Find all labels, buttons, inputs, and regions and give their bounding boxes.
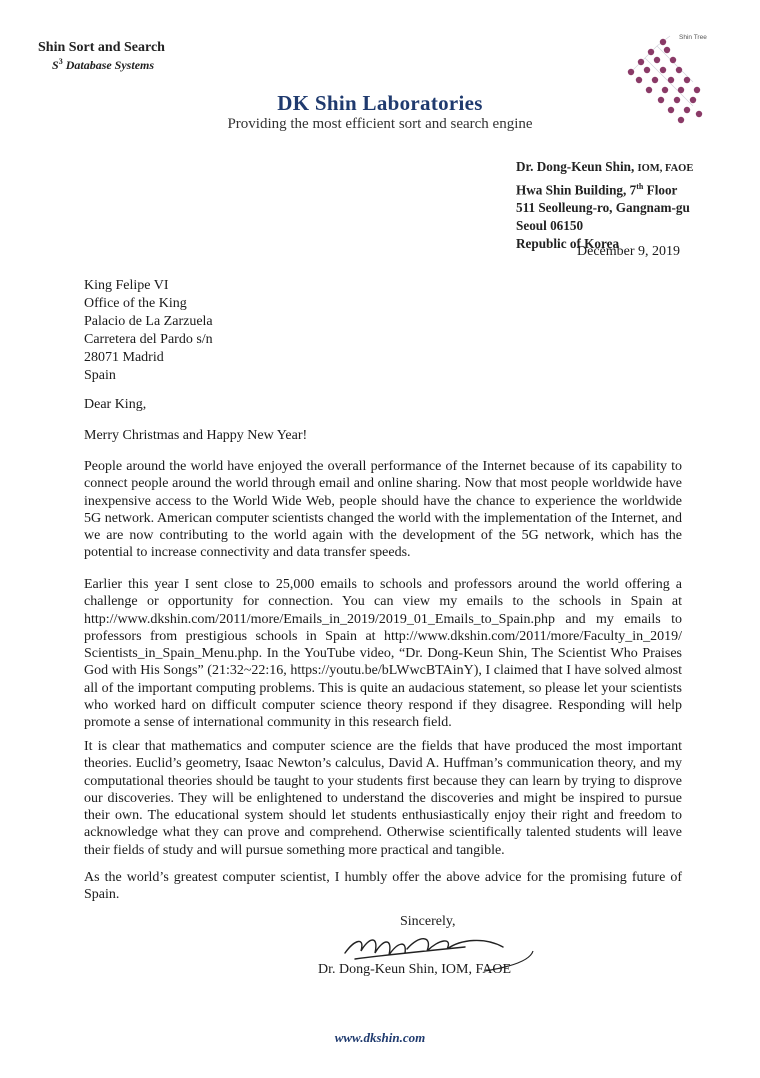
salutation: Dear King, bbox=[84, 397, 147, 412]
recipient-line: Spain bbox=[84, 368, 116, 383]
logo-dot bbox=[684, 77, 690, 83]
recipient-address bbox=[84, 277, 213, 385]
sender-country: Republic of Korea bbox=[516, 236, 620, 252]
closing: Sincerely, bbox=[400, 914, 456, 929]
body-paragraph: Earlier this year I sent close to 25,000 emails to schools and professors around the world offering a challenge or opportunity for connection. You can view my emails to the schools in Spain at http://www.dkshin.com/2011/more/Emails_in_2019/2019_01_Emails_to_Spain.php and my emails to professors from prestigious schools in Spain at http://www.dkshin.com/2011/more/Faculty_in_2019/ Scientists_in_Spain_Menu.php. In the YouTube video, “Dr. Dong-Keun Shin, The Scientist Who Praises God with His Songs” (21:32~22:16, https://youtu.be/bLWwcBTAinY), I claimed that I have solved almost all of the important computing problems. This is quite an audacious statement, so please let your scientists who worked hard on difficult computer science theory respond if they disagree. Responding will help promote a sense of international community in this research field. bbox=[84, 577, 682, 731]
brand-subtitle: $S^3$ Database Systems bbox=[52, 57, 155, 72]
lab-title: DK Shin Laboratories bbox=[277, 91, 483, 115]
logo-dot bbox=[668, 77, 674, 83]
sender-building: Hwa Shin Building, 7th Floor bbox=[516, 182, 678, 198]
logo-dot bbox=[664, 47, 670, 53]
logo-dot bbox=[652, 77, 658, 83]
recipient-line: Office of the King bbox=[84, 296, 187, 311]
logo-dot bbox=[676, 67, 682, 73]
recipient-line: King Felipe VI bbox=[84, 278, 169, 293]
body-paragraph: People around the world have enjoyed the overall performance of the Internet because of its capability to connect people around the world through email and online sharing. Now that most people worldwide have inexpensive access to the World Wide Web, people should have the chance to experience the worldwide 5G network. American computer scientists changed the world with the implementation of the Internet, and we are now contributing to the world again with the development of the 5G network, which has the potential to increase connectivity and data transfer speeds. bbox=[84, 459, 682, 561]
recipient-line: 28071 Madrid bbox=[84, 350, 164, 365]
sender-name-line: Dr. Dong-Keun Shin, IOM, FAOE bbox=[516, 159, 694, 174]
logo-caption: Shin Tree bbox=[679, 34, 707, 41]
letter-date: December 9, 2019 bbox=[577, 244, 681, 259]
sender-city: Seoul 06150 bbox=[516, 218, 584, 234]
sender-street: 511 Seolleung-ro, Gangnam-gu bbox=[516, 200, 690, 216]
logo-dot bbox=[648, 49, 654, 55]
recipient-line: Palacio de La Zarzuela bbox=[84, 314, 213, 329]
signer-name: Dr. Dong-Keun Shin, IOM, FAOE bbox=[318, 962, 512, 977]
logo-dot bbox=[660, 67, 666, 73]
logo-dot bbox=[654, 57, 660, 63]
body-paragraph: It is clear that mathematics and computer science are the fields that have produced the most important theories. Euclid’s geometry, Isaac Newton’s calculus, David A. Huffman’s communication theory, and my computational theories should be taught to your students first because they can learn by trying to disprove our discoveries. They will be enlightened to understand the discoveries and might be inspired to pursue their own. The educational system should let students enthusiastically enjoy their right and freedom to acknowledge what they can prove and comprehend. Otherwise scientifically talented students will leave their fields of study and will pursue something more practical and tangible. bbox=[84, 739, 682, 858]
sender-address bbox=[516, 158, 693, 253]
website-link[interactable]: www.dkshin.com bbox=[334, 1030, 426, 1045]
recipient-line: Carretera del Pardo s/n bbox=[84, 332, 213, 347]
logo-dot bbox=[628, 69, 634, 75]
logo-dot bbox=[644, 67, 650, 73]
brand-name: Shin Sort and Search bbox=[38, 40, 165, 55]
lab-tagline: Providing the most efficient sort and search engine bbox=[227, 116, 533, 132]
greeting: Merry Christmas and Happy New Year! bbox=[84, 428, 308, 443]
logo-dot bbox=[660, 39, 666, 45]
logo-dot bbox=[636, 77, 642, 83]
brand-block bbox=[38, 40, 165, 73]
body-paragraph: As the world’s greatest computer scientist, I humbly offer the above advice for the promising future of Spain. bbox=[84, 870, 682, 903]
logo-dot bbox=[638, 59, 644, 65]
logo-dot bbox=[670, 57, 676, 63]
